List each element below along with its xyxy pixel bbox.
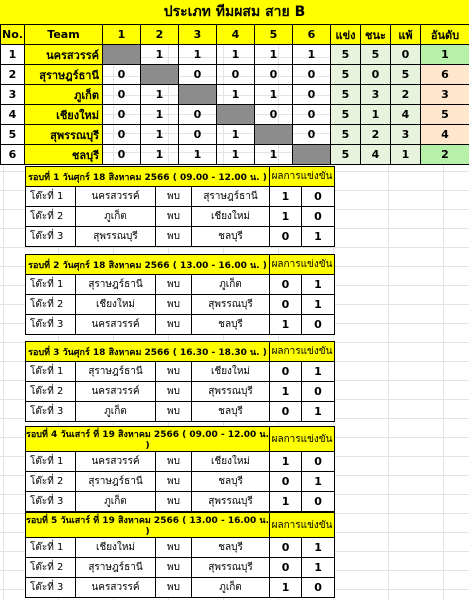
sheet-title: ประเภท ทีมผสม สาย B [0,0,469,25]
round-5-table [25,512,335,598]
home-team[interactable]: นครสวรรค์ [76,452,156,472]
lost-cell[interactable]: 4 [391,105,421,125]
home-team[interactable]: นครสวรรค์ [76,315,156,335]
rank-cell[interactable]: 3 [421,85,469,105]
round-1-table [25,166,335,247]
home-score[interactable]: 1 [270,207,302,227]
played-cell[interactable]: 5 [331,85,361,105]
away-team[interactable]: สุพรรณบุรี [192,558,270,578]
table-label[interactable]: โต๊ะที่ 3 [26,578,76,598]
played-cell[interactable]: 5 [331,45,361,65]
table-label[interactable]: โต๊ะที่ 1 [26,538,76,558]
result-cell[interactable]: 0 [103,105,141,125]
played-cell[interactable]: 5 [331,65,361,85]
table-label[interactable]: โต๊ะที่ 3 [26,492,76,512]
round-header[interactable]: รอบที่ 1 วันศุกร์ 18 สิงหาคม 2566 ( 09.00 - 12.00 น. ) [26,167,270,187]
home-team[interactable]: นครสวรรค์ [76,578,156,598]
versus-label[interactable]: พบ [156,362,192,382]
away-score[interactable]: 1 [302,538,335,558]
home-score[interactable]: 0 [270,472,302,492]
home-team[interactable]: สุราษฎร์ธานี [76,362,156,382]
versus-label[interactable]: พบ [156,382,192,402]
versus-label[interactable]: พบ [156,275,192,295]
result-cell[interactable]: 0 [179,65,217,85]
table-label[interactable]: โต๊ะที่ 2 [26,295,76,315]
result-cell[interactable]: 1 [255,45,293,65]
result-cell[interactable]: 0 [103,125,141,145]
away-score[interactable]: 1 [302,362,335,382]
away-team[interactable]: สุราษฎร์ธานี [192,187,270,207]
away-team[interactable]: ชลบุรี [192,227,270,247]
table-label[interactable]: โต๊ะที่ 2 [26,382,76,402]
home-score[interactable]: 1 [270,187,302,207]
rank-cell[interactable]: 4 [421,125,469,145]
team-name[interactable]: เชียงใหม่ [25,105,103,125]
result-cell[interactable]: 1 [141,45,179,65]
versus-label[interactable]: พบ [156,538,192,558]
result-cell[interactable]: 0 [179,125,217,145]
rank-cell[interactable]: 2 [421,145,469,165]
home-team[interactable]: สุราษฎร์ธานี [76,472,156,492]
result-cell[interactable]: 1 [141,105,179,125]
away-team[interactable]: สุพรรณบุรี [192,295,270,315]
home-score[interactable]: 0 [270,295,302,315]
home-team[interactable]: สุพรรณบุรี [76,227,156,247]
result-cell[interactable]: 1 [217,125,255,145]
table-label[interactable]: โต๊ะที่ 3 [26,315,76,335]
home-score[interactable]: 0 [270,402,302,422]
table-label[interactable]: โต๊ะที่ 3 [26,227,76,247]
versus-label[interactable]: พบ [156,207,192,227]
home-team[interactable]: เชียงใหม่ [76,538,156,558]
col-no-header[interactable]: No. [1,25,25,45]
away-team[interactable]: ภูเก็ต [192,578,270,598]
away-team[interactable]: สุพรรณบุรี [192,492,270,512]
away-team[interactable]: ชลบุรี [192,472,270,492]
round-header[interactable]: รอบที่ 3 วันศุกร์ 18 สิงหาคม 2566 ( 16.30 - 18.30 น. ) [26,342,270,362]
result-cell[interactable]: 0 [255,65,293,85]
result-cell[interactable]: 1 [217,145,255,165]
table-label[interactable]: โต๊ะที่ 2 [26,207,76,227]
round-header[interactable]: รอบที่ 5 วันเสาร์ ที่ 19 สิงหาคม 2566 ( 13.00 - 16.00 น. ) [26,513,270,538]
home-score[interactable]: 0 [270,538,302,558]
home-team[interactable]: สุราษฎร์ธานี [76,275,156,295]
match-row [26,538,335,558]
round-header-row [26,342,335,362]
won-cell[interactable]: 1 [361,105,391,125]
col-team-header[interactable]: Team [25,25,103,45]
col-lost-header[interactable]: แพ้ [391,25,421,45]
home-team[interactable]: ภูเก็ต [76,492,156,512]
lost-cell[interactable]: 5 [391,65,421,85]
result-cell[interactable]: 0 [293,125,331,145]
table-label[interactable]: โต๊ะที่ 2 [26,558,76,578]
away-team[interactable]: เชียงใหม่ [192,362,270,382]
round-header-row [26,427,335,452]
result-cell[interactable]: 0 [103,65,141,85]
row-no[interactable]: 2 [1,65,25,85]
team-name[interactable]: สุราษฎร์ธานี [25,65,103,85]
home-score[interactable]: 1 [270,492,302,512]
home-team[interactable]: ภูเก็ต [76,402,156,422]
versus-label[interactable]: พบ [156,402,192,422]
result-cell[interactable]: 0 [103,85,141,105]
round-2-table [25,254,335,335]
rank-cell[interactable]: 6 [421,65,469,85]
won-cell[interactable]: 5 [361,45,391,65]
result-cell[interactable]: 1 [179,45,217,65]
team-name[interactable]: ชลบุรี [25,145,103,165]
col-4-header[interactable]: 4 [217,25,255,45]
standings-table [0,24,469,165]
result-cell[interactable]: 1 [141,145,179,165]
versus-label[interactable]: พบ [156,492,192,512]
standings-row [1,105,469,125]
won-cell[interactable]: 2 [361,125,391,145]
versus-label[interactable]: พบ [156,227,192,247]
away-team[interactable]: ชลบุรี [192,402,270,422]
result-cell[interactable]: 1 [255,145,293,165]
standings-row [1,85,469,105]
match-row [26,275,335,295]
away-score[interactable]: 0 [302,452,335,472]
home-score[interactable]: 0 [270,275,302,295]
home-score[interactable]: 1 [270,315,302,335]
lost-cell[interactable]: 2 [391,85,421,105]
col-3-header[interactable]: 3 [179,25,217,45]
standings-row [1,125,469,145]
away-team[interactable]: เชียงใหม่ [192,452,270,472]
col-won-header[interactable]: ชนะ [361,25,391,45]
home-score[interactable]: 0 [270,558,302,578]
round-header[interactable]: รอบที่ 4 วันเสาร์ ที่ 19 สิงหาคม 2566 ( 09.00 - 12.00 น. ) [26,427,270,452]
away-score[interactable]: 1 [302,295,335,315]
away-team[interactable]: ชลบุรี [192,315,270,335]
away-team[interactable]: เชียงใหม่ [192,207,270,227]
match-row [26,382,335,402]
lost-cell[interactable]: 3 [391,125,421,145]
versus-label[interactable]: พบ [156,558,192,578]
versus-label[interactable]: พบ [156,578,192,598]
versus-label[interactable]: พบ [156,452,192,472]
col-6-header[interactable]: 6 [293,25,331,45]
played-cell[interactable]: 5 [331,105,361,125]
team-name[interactable]: ภูเก็ต [25,85,103,105]
result-cell[interactable]: 1 [217,45,255,65]
result-cell[interactable]: 0 [293,65,331,85]
table-label[interactable]: โต๊ะที่ 1 [26,187,76,207]
away-score[interactable]: 0 [302,315,335,335]
versus-label[interactable]: พบ [156,187,192,207]
home-score[interactable]: 1 [270,382,302,402]
home-score[interactable]: 1 [270,578,302,598]
col-played-header[interactable]: แข่ง [331,25,361,45]
away-team[interactable]: ภูเก็ต [192,275,270,295]
row-no[interactable]: 4 [1,105,25,125]
match-row [26,452,335,472]
result-cell-self[interactable] [255,125,293,145]
result-header[interactable]: ผลการแข่งขัน [270,255,335,275]
home-team[interactable]: นครสวรรค์ [76,382,156,402]
away-score[interactable]: 0 [302,207,335,227]
played-cell[interactable]: 5 [331,125,361,145]
away-team[interactable]: สุพรรณบุรี [192,382,270,402]
home-team[interactable]: สุราษฎร์ธานี [76,558,156,578]
result-cell-self[interactable] [103,45,141,65]
away-team[interactable]: ชลบุรี [192,538,270,558]
col-5-header[interactable]: 5 [255,25,293,45]
versus-label[interactable]: พบ [156,315,192,335]
standings-row [1,65,469,85]
away-score[interactable]: 1 [302,275,335,295]
match-row [26,295,335,315]
result-header[interactable]: ผลการแข่งขัน [270,513,335,538]
result-header[interactable]: ผลการแข่งขัน [270,342,335,362]
match-row [26,207,335,227]
rank-cell[interactable]: 5 [421,105,469,125]
result-cell[interactable]: 0 [293,85,331,105]
won-cell[interactable]: 3 [361,85,391,105]
result-cell[interactable]: 1 [293,45,331,65]
result-cell[interactable]: 1 [255,85,293,105]
round-3-table [25,341,335,422]
home-score[interactable]: 0 [270,227,302,247]
standings-row [1,145,469,165]
table-label[interactable]: โต๊ะที่ 1 [26,452,76,472]
result-header[interactable]: ผลการแข่งขัน [270,427,335,452]
match-row [26,227,335,247]
table-label[interactable]: โต๊ะที่ 3 [26,402,76,422]
versus-label[interactable]: พบ [156,472,192,492]
home-team[interactable]: เชียงใหม่ [76,295,156,315]
match-row [26,402,335,422]
round-header-row [26,255,335,275]
match-row [26,472,335,492]
result-header[interactable]: ผลการแข่งขัน [270,167,335,187]
result-cell[interactable]: 0 [217,65,255,85]
round-header-row [26,513,335,538]
result-cell[interactable]: 1 [179,145,217,165]
result-cell-self[interactable] [141,65,179,85]
match-row [26,362,335,382]
match-row [26,578,335,598]
result-cell[interactable]: 0 [255,105,293,125]
result-cell[interactable]: 0 [179,105,217,125]
standings-header-row [1,25,469,45]
home-score[interactable]: 0 [270,362,302,382]
away-score[interactable]: 0 [302,578,335,598]
lost-cell[interactable]: 1 [391,145,421,165]
table-label[interactable]: โต๊ะที่ 1 [26,362,76,382]
away-score[interactable]: 1 [302,472,335,492]
result-cell[interactable]: 1 [141,85,179,105]
round-4-table [25,426,335,512]
row-no[interactable]: 5 [1,125,25,145]
match-row [26,187,335,207]
col-2-header[interactable]: 2 [141,25,179,45]
home-team[interactable]: นครสวรรค์ [76,187,156,207]
col-rank-header[interactable]: อันดับ [421,25,469,45]
away-score[interactable]: 1 [302,558,335,578]
result-cell[interactable]: 1 [141,125,179,145]
standings-row [1,45,469,65]
team-name[interactable]: นครสวรรค์ [25,45,103,65]
away-score[interactable]: 0 [302,187,335,207]
match-row [26,315,335,335]
round-header[interactable]: รอบที่ 2 วันศุกร์ 18 สิงหาคม 2566 ( 13.00 - 16.00 น. ) [26,255,270,275]
rank-cell[interactable]: 1 [421,45,469,65]
table-label[interactable]: โต๊ะที่ 1 [26,275,76,295]
result-cell[interactable]: 0 [293,105,331,125]
team-name[interactable]: สุพรรณบุรี [25,125,103,145]
match-row [26,492,335,512]
round-header-row [26,167,335,187]
result-cell[interactable]: 0 [103,145,141,165]
result-cell-self[interactable] [293,145,331,165]
away-score[interactable]: 1 [302,402,335,422]
table-label[interactable]: โต๊ะที่ 2 [26,472,76,492]
home-score[interactable]: 1 [270,452,302,472]
result-cell-self[interactable] [179,85,217,105]
row-no[interactable]: 1 [1,45,25,65]
versus-label[interactable]: พบ [156,295,192,315]
row-no[interactable]: 3 [1,85,25,105]
away-score[interactable]: 1 [302,227,335,247]
away-score[interactable]: 0 [302,492,335,512]
row-no[interactable]: 6 [1,145,25,165]
won-cell[interactable]: 0 [361,65,391,85]
home-team[interactable]: ภูเก็ต [76,207,156,227]
won-cell[interactable]: 4 [361,145,391,165]
lost-cell[interactable]: 0 [391,45,421,65]
col-1-header[interactable]: 1 [103,25,141,45]
match-row [26,558,335,578]
result-cell-self[interactable] [217,105,255,125]
away-score[interactable]: 0 [302,382,335,402]
result-cell[interactable]: 1 [217,85,255,105]
played-cell[interactable]: 5 [331,145,361,165]
